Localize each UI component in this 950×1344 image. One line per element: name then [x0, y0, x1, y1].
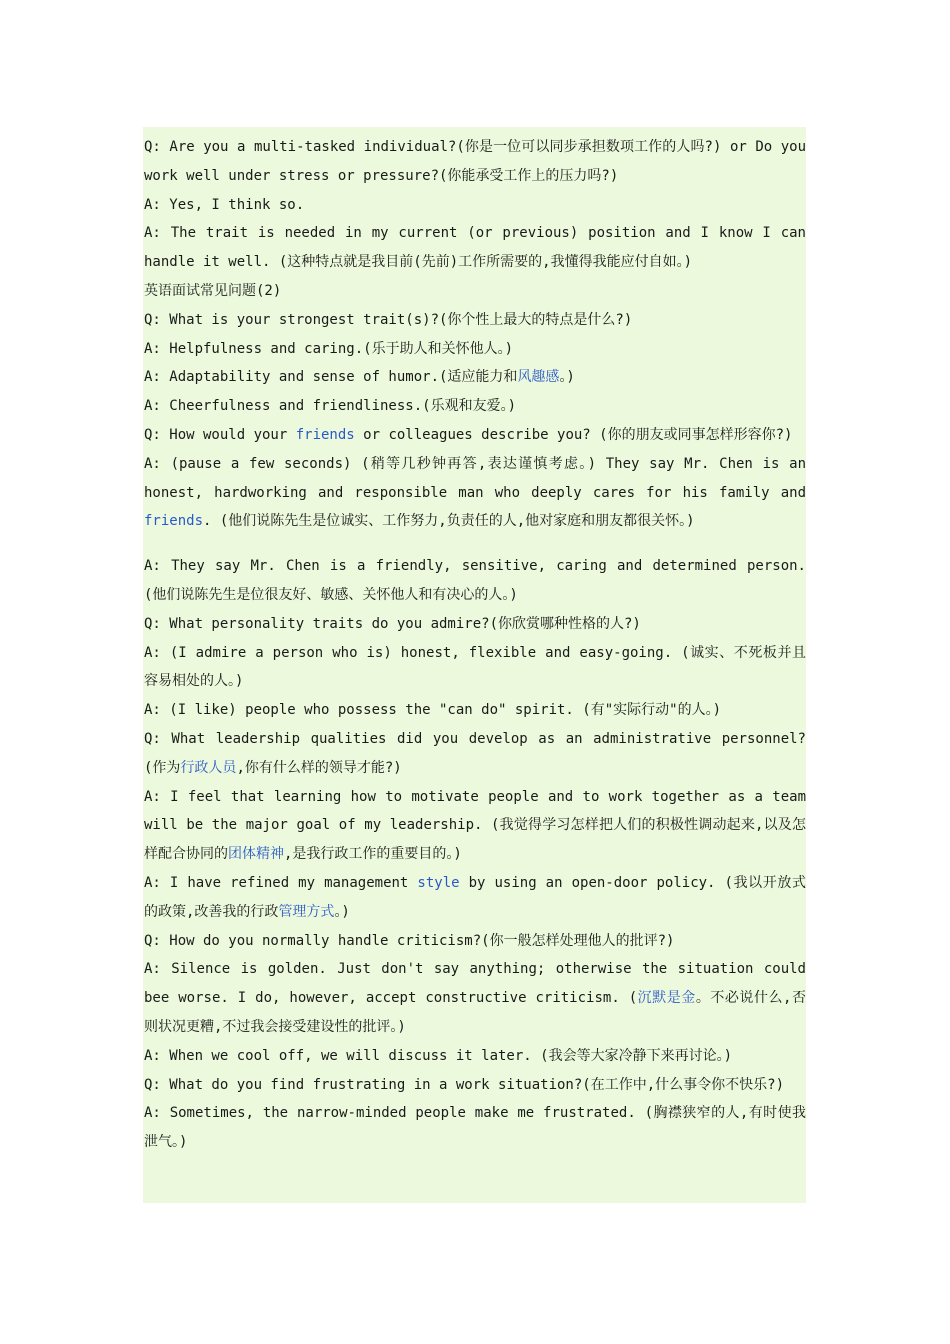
inline-link[interactable]: 团体精神: [228, 846, 284, 863]
paragraph: [144, 610, 806, 639]
paragraph: [144, 219, 806, 277]
inline-link[interactable]: 风趣感: [517, 369, 560, 386]
paragraph: [144, 392, 806, 421]
text-segment: A: (I like) people who possess the "can do" spirit. (有"实际行动"的人。): [144, 702, 722, 719]
text-segment: 英语面试常见问题(2): [144, 282, 282, 299]
text-segment: Q: What personality traits do you admire?(你欣赏哪种性格的人?): [144, 615, 641, 632]
paragraph: [144, 927, 806, 956]
paragraph: [144, 696, 806, 725]
paragraph: [144, 552, 806, 610]
inline-link[interactable]: 行政人员: [180, 759, 237, 776]
paragraph: [144, 1099, 806, 1157]
inline-link[interactable]: style: [417, 874, 460, 891]
text-segment: Q: Are you a multi-tasked individual?(你是一位可以同步承担数项工作的人吗?) or Do you work well under stress or pressure?(你能承受工作上的压力吗?): [144, 139, 806, 184]
paragraph: [144, 1071, 806, 1100]
paragraph: [144, 133, 806, 191]
inline-link[interactable]: friends: [295, 426, 355, 443]
paragraph: [144, 450, 806, 536]
paragraph: [144, 869, 806, 927]
paragraph: [144, 725, 806, 783]
text-segment: Q: How do you normally handle criticism?(你一般怎样处理他人的批评?): [144, 932, 675, 949]
text-segment: A: Adaptability and sense of humor.(适应能力和: [144, 369, 518, 386]
text-segment: A: When we cool off, we will discuss it later. (我会等大家冷静下来再讨论。): [144, 1047, 733, 1064]
paragraph: [144, 277, 806, 306]
text-segment: Q: What is your strongest trait(s)?(你个性上最大的特点是什么?): [144, 311, 633, 328]
text-segment: Q: How would your: [144, 426, 296, 443]
text-segment: A: (I admire a person who is) honest, flexible and easy-going. (诚实、不死板并且容易相处的人。): [144, 644, 806, 690]
text-segment: 。): [559, 369, 575, 386]
paragraph: [144, 335, 806, 364]
paragraph: [144, 306, 806, 335]
text-segment: . (他们说陈先生是位诚实、工作努力,负责任的人,他对家庭和朋友都很关怀。): [203, 513, 695, 530]
paragraph: [144, 421, 806, 450]
text-segment: A: I feel that learning how to motivate people and to work together as a team will be the major goal of my leadership. (我觉得学习怎样把人们的积极性调动起来,以及怎样配合协同的: [144, 788, 806, 863]
text-segment: A: I have refined my management: [144, 874, 418, 891]
text-segment: A: The trait is needed in my current (or previous) position and I know I can handle it well. (这种特点就是我目前(先前)工作所需要的,我懂得我能应付自如。): [144, 225, 806, 271]
text-segment: A: Sometimes, the narrow-minded people make me frustrated. (胸襟狭窄的人,有时使我泄气。): [144, 1105, 806, 1151]
text-segment: A: Silence is golden. Just don't say anything; otherwise the situation could bee worse. I do, however, accept constructive criticism. (: [144, 961, 806, 1007]
document-text-block: [143, 127, 806, 1203]
inline-link[interactable]: friends: [144, 513, 204, 530]
paragraph: [144, 191, 806, 220]
text-segment: by using an open-door policy. (我以开放式的政策,改善我的行政: [144, 874, 807, 920]
inline-link[interactable]: 沉默是金: [637, 990, 696, 1007]
text-segment: A: (pause a few seconds) (稍等几秒钟再答,表达谨慎考虑。) They say Mr. Chen is an honest, hardworking and responsible man who deeply cares for his family and: [144, 455, 806, 501]
text-segment: A: Cheerfulness and friendliness.(乐观和友爱。): [144, 398, 517, 415]
text-segment: or colleagues describe you? (你的朋友或同事怎样形容你?): [354, 426, 793, 443]
text-segment: A: Helpfulness and caring.(乐于助人和关怀他人。): [144, 340, 514, 357]
paragraph: [144, 639, 806, 697]
inline-link[interactable]: 管理方式: [278, 903, 335, 920]
text-segment: A: They say Mr. Chen is a friendly, sensitive, caring and determined person. (他们说陈先生是位很友好、敏感、关怀他人和有决心的人。): [144, 558, 806, 603]
paragraph: [144, 1042, 806, 1071]
paragraph: [144, 783, 806, 869]
text-segment: ,你有什么样的领导才能?): [236, 759, 402, 776]
paragraph: [144, 955, 806, 1041]
text-segment: 。): [334, 903, 350, 920]
paragraph: [144, 363, 806, 392]
text-segment: ,是我行政工作的重要目的。): [284, 846, 462, 863]
text-segment: Q: What do you find frustrating in a work situation?(在工作中,什么事令你不快乐?): [144, 1076, 785, 1093]
text-segment: A: Yes, I think so.: [144, 196, 305, 213]
text-segment: 。不必说什么,否则状况更糟,不过我会接受建设性的批评。): [144, 990, 806, 1035]
text-segment: Q: What leadership qualities did you develop as an administrative personnel? (作为: [144, 730, 806, 776]
